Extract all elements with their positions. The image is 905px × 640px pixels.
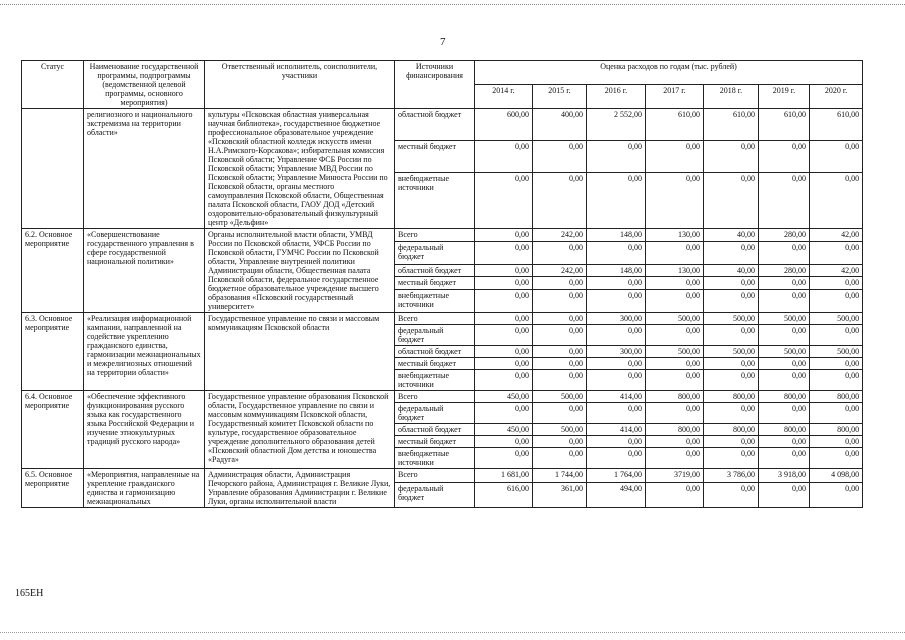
value-cell: 800,00 <box>759 391 810 403</box>
value-cell: 0,00 <box>475 264 533 277</box>
source-cell: Всего <box>395 391 475 403</box>
value-cell: 0,00 <box>475 290 533 313</box>
value-cell: 148,00 <box>587 229 646 242</box>
value-cell: 800,00 <box>810 424 863 436</box>
header-estimate: Оценка расходов по годам (тыс. рублей) <box>475 61 863 85</box>
table-row <box>22 391 863 403</box>
value-cell: 500,00 <box>759 313 810 325</box>
source-cell: местный бюджет <box>395 436 475 448</box>
value-cell: 0,00 <box>533 436 587 448</box>
value-cell: 610,00 <box>704 109 759 141</box>
header-source: Источники финансирования <box>395 61 475 109</box>
source-cell: областной бюджет <box>395 109 475 141</box>
value-cell: 800,00 <box>810 391 863 403</box>
table-row <box>22 229 863 242</box>
header-year: 2020 г. <box>810 85 863 109</box>
value-cell: 0,00 <box>704 173 759 229</box>
value-cell: 0,00 <box>587 358 646 370</box>
name-cell: «Обеспечение эффективного функционирования русского языка как государственного языка Российской Федерации и изучение этнокультурных традиций русского народа» <box>84 391 205 469</box>
value-cell: 0,00 <box>533 370 587 391</box>
value-cell: 450,00 <box>475 424 533 436</box>
executor-cell: культуры «Псковская областная универсальная научная библиотека», государственное бюджетное профессиональное образовательное учреждение «Псковский областной колледж искусств имени Н.А.Римского-Корсакова»; избирательная комиссия Псковской области; Управление ФСБ России по Псковской области; Управление МВД России по Псковской области; Управление Минюста России по Псковской области, органы местного самоуправления Псковской области, Общественная палата Псковской области, ГАОУ ДОД «Детский оздоровительно-образовательный физкультурный центр «Дельфин» <box>205 109 395 229</box>
value-cell: 0,00 <box>475 448 533 469</box>
executor-cell: Органы исполнительной власти области, УМВД России по Псковской области, УФСБ России по Псковской области, ГУМЧС России по Псковской области, Управление внутренней политики Администрации области, Общественная палата Псковской области, федеральное государственное бюджетное образовательное учреждение высшего образования «Псковский государственный университет» <box>205 229 395 313</box>
value-cell: 242,00 <box>533 229 587 242</box>
value-cell: 4 098,00 <box>810 469 863 483</box>
source-cell: федеральный бюджет <box>395 403 475 424</box>
value-cell: 0,00 <box>533 313 587 325</box>
value-cell: 0,00 <box>475 277 533 290</box>
header-year: 2019 г. <box>759 85 810 109</box>
value-cell: 0,00 <box>475 358 533 370</box>
value-cell: 0,00 <box>587 370 646 391</box>
source-cell: Всего <box>395 229 475 242</box>
header-year: 2018 г. <box>704 85 759 109</box>
value-cell: 0,00 <box>759 436 810 448</box>
value-cell: 0,00 <box>704 277 759 290</box>
value-cell: 0,00 <box>704 141 759 173</box>
value-cell: 0,00 <box>646 241 704 264</box>
value-cell: 0,00 <box>475 346 533 358</box>
value-cell: 0,00 <box>704 403 759 424</box>
top-edge-line <box>0 4 905 5</box>
value-cell: 280,00 <box>759 264 810 277</box>
value-cell: 0,00 <box>810 277 863 290</box>
value-cell: 0,00 <box>704 483 759 508</box>
table-row <box>22 313 863 325</box>
source-cell: областной бюджет <box>395 424 475 436</box>
value-cell: 0,00 <box>646 277 704 290</box>
value-cell: 500,00 <box>646 346 704 358</box>
value-cell: 0,00 <box>475 229 533 242</box>
value-cell: 0,00 <box>646 370 704 391</box>
source-cell: внебюджетные источники <box>395 370 475 391</box>
value-cell: 414,00 <box>587 424 646 436</box>
value-cell: 600,00 <box>475 109 533 141</box>
bottom-edge-line <box>0 632 905 633</box>
value-cell: 0,00 <box>475 325 533 346</box>
source-cell: внебюджетные источники <box>395 448 475 469</box>
status-cell: 6.4. Основное мероприятие <box>22 391 84 469</box>
value-cell: 40,00 <box>704 229 759 242</box>
value-cell: 0,00 <box>759 483 810 508</box>
value-cell: 0,00 <box>810 241 863 264</box>
name-cell: «Совершенствование государственного управления в сфере государственной национальной политики» <box>84 229 205 313</box>
value-cell: 0,00 <box>475 241 533 264</box>
value-cell: 0,00 <box>646 290 704 313</box>
footer-code: 165ЕН <box>15 588 44 599</box>
value-cell: 450,00 <box>475 391 533 403</box>
table-row <box>22 469 863 483</box>
value-cell: 0,00 <box>533 325 587 346</box>
value-cell: 500,00 <box>704 313 759 325</box>
value-cell: 0,00 <box>759 277 810 290</box>
value-cell: 0,00 <box>646 173 704 229</box>
value-cell: 3719,00 <box>646 469 704 483</box>
header-year: 2016 г. <box>587 85 646 109</box>
value-cell: 0,00 <box>759 325 810 346</box>
status-cell: 6.2. Основное мероприятие <box>22 229 84 313</box>
header-year: 2015 г. <box>533 85 587 109</box>
value-cell: 0,00 <box>704 325 759 346</box>
value-cell: 494,00 <box>587 483 646 508</box>
source-cell: областной бюджет <box>395 264 475 277</box>
status-cell: 6.3. Основное мероприятие <box>22 313 84 391</box>
value-cell: 300,00 <box>587 313 646 325</box>
value-cell: 130,00 <box>646 229 704 242</box>
value-cell: 800,00 <box>646 391 704 403</box>
value-cell: 800,00 <box>759 424 810 436</box>
value-cell: 616,00 <box>475 483 533 508</box>
value-cell: 42,00 <box>810 229 863 242</box>
value-cell: 0,00 <box>646 358 704 370</box>
value-cell: 0,00 <box>704 241 759 264</box>
value-cell: 800,00 <box>646 424 704 436</box>
value-cell: 0,00 <box>704 436 759 448</box>
value-cell: 361,00 <box>533 483 587 508</box>
source-cell: местный бюджет <box>395 358 475 370</box>
value-cell: 1 764,00 <box>587 469 646 483</box>
value-cell: 610,00 <box>646 109 704 141</box>
value-cell: 42,00 <box>810 264 863 277</box>
value-cell: 500,00 <box>533 391 587 403</box>
value-cell: 0,00 <box>759 448 810 469</box>
value-cell: 0,00 <box>810 325 863 346</box>
value-cell: 0,00 <box>646 141 704 173</box>
value-cell: 0,00 <box>587 403 646 424</box>
value-cell: 414,00 <box>587 391 646 403</box>
value-cell: 400,00 <box>533 109 587 141</box>
header-executor: Ответственный исполнитель, соисполнители, участники <box>205 61 395 109</box>
status-cell <box>22 109 84 229</box>
value-cell: 0,00 <box>759 141 810 173</box>
value-cell: 0,00 <box>533 173 587 229</box>
value-cell: 0,00 <box>759 358 810 370</box>
value-cell: 0,00 <box>810 358 863 370</box>
value-cell: 0,00 <box>587 325 646 346</box>
value-cell: 500,00 <box>704 346 759 358</box>
value-cell: 610,00 <box>759 109 810 141</box>
value-cell: 0,00 <box>810 403 863 424</box>
value-cell: 0,00 <box>810 436 863 448</box>
value-cell: 0,00 <box>587 141 646 173</box>
value-cell: 300,00 <box>587 346 646 358</box>
value-cell: 0,00 <box>646 436 704 448</box>
value-cell: 0,00 <box>704 290 759 313</box>
source-cell: внебюджетные источники <box>395 290 475 313</box>
value-cell: 0,00 <box>646 403 704 424</box>
executor-cell: Государственное управление по связи и массовым коммуникациям Псковской области <box>205 313 395 391</box>
value-cell: 0,00 <box>587 277 646 290</box>
value-cell: 0,00 <box>475 370 533 391</box>
value-cell: 1 744,00 <box>533 469 587 483</box>
name-cell: религиозного и национального экстремизма на территории области» <box>84 109 205 229</box>
value-cell: 3 918,00 <box>759 469 810 483</box>
value-cell: 40,00 <box>704 264 759 277</box>
value-cell: 0,00 <box>533 241 587 264</box>
value-cell: 0,00 <box>475 313 533 325</box>
value-cell: 0,00 <box>587 290 646 313</box>
name-cell: «Мероприятия, направленные на укрепление гражданского единства и гармонизацию межнациональных <box>84 469 205 508</box>
value-cell: 0,00 <box>646 483 704 508</box>
page-number: 7 <box>440 36 446 48</box>
source-cell: федеральный бюджет <box>395 325 475 346</box>
source-cell: внебюджетные источники <box>395 173 475 229</box>
value-cell: 0,00 <box>810 173 863 229</box>
value-cell: 0,00 <box>587 448 646 469</box>
table-row <box>22 109 863 141</box>
executor-cell: Администрация области, Администрация Печорского района, Администрация г. Великие Луки, Управление образования Администрации г. Великие Луки, органы исполнительной власти <box>205 469 395 508</box>
header-year: 2014 г. <box>475 85 533 109</box>
source-cell: областной бюджет <box>395 346 475 358</box>
header-year: 2017 г. <box>646 85 704 109</box>
executor-cell: Государственное управление образования Псковской области, Государственное управление по связи и массовым коммуникациям Псковской области, Государственный комитет Псковской области по культуре, государственное образовательное учреждение дополнительного образования детей «Псковский областной Дом детства и юношества «Радуга» <box>205 391 395 469</box>
status-cell: 6.5. Основное мероприятие <box>22 469 84 508</box>
value-cell: 0,00 <box>704 448 759 469</box>
value-cell: 0,00 <box>704 370 759 391</box>
value-cell: 0,00 <box>587 436 646 448</box>
value-cell: 0,00 <box>533 403 587 424</box>
value-cell: 800,00 <box>704 391 759 403</box>
header-name: Наименование государственной программы, подпрограммы (ведомственной целевой программы, основного мероприятия) <box>84 61 205 109</box>
value-cell: 0,00 <box>810 290 863 313</box>
value-cell: 280,00 <box>759 229 810 242</box>
value-cell: 0,00 <box>475 141 533 173</box>
value-cell: 0,00 <box>475 436 533 448</box>
source-cell: Всего <box>395 469 475 483</box>
value-cell: 0,00 <box>646 325 704 346</box>
value-cell: 3 786,00 <box>704 469 759 483</box>
value-cell: 0,00 <box>587 173 646 229</box>
source-cell: местный бюджет <box>395 277 475 290</box>
source-cell: федеральный бюджет <box>395 483 475 508</box>
value-cell: 500,00 <box>810 313 863 325</box>
value-cell: 242,00 <box>533 264 587 277</box>
value-cell: 0,00 <box>475 173 533 229</box>
value-cell: 0,00 <box>810 448 863 469</box>
value-cell: 0,00 <box>533 346 587 358</box>
value-cell: 500,00 <box>533 424 587 436</box>
value-cell: 0,00 <box>810 370 863 391</box>
value-cell: 0,00 <box>587 241 646 264</box>
value-cell: 1 681,00 <box>475 469 533 483</box>
name-cell: «Реализация информационной кампании, направленной на содействие укреплению гражданского единства, гармонизации межнациональных и межрелигиозных отношений на территории области» <box>84 313 205 391</box>
value-cell: 130,00 <box>646 264 704 277</box>
value-cell: 0,00 <box>475 403 533 424</box>
value-cell: 0,00 <box>810 483 863 508</box>
value-cell: 610,00 <box>810 109 863 141</box>
source-cell: Всего <box>395 313 475 325</box>
value-cell: 0,00 <box>533 290 587 313</box>
value-cell: 0,00 <box>759 173 810 229</box>
value-cell: 500,00 <box>759 346 810 358</box>
value-cell: 0,00 <box>759 370 810 391</box>
value-cell: 0,00 <box>810 141 863 173</box>
value-cell: 0,00 <box>533 277 587 290</box>
value-cell: 0,00 <box>533 358 587 370</box>
value-cell: 2 552,00 <box>587 109 646 141</box>
value-cell: 0,00 <box>759 403 810 424</box>
value-cell: 0,00 <box>759 241 810 264</box>
header-status: Статус <box>22 61 84 109</box>
value-cell: 0,00 <box>533 448 587 469</box>
value-cell: 0,00 <box>646 448 704 469</box>
value-cell: 148,00 <box>587 264 646 277</box>
value-cell: 500,00 <box>646 313 704 325</box>
value-cell: 0,00 <box>533 141 587 173</box>
value-cell: 800,00 <box>704 424 759 436</box>
source-cell: федеральный бюджет <box>395 241 475 264</box>
value-cell: 0,00 <box>759 290 810 313</box>
expenses-table <box>21 60 863 508</box>
source-cell: местный бюджет <box>395 141 475 173</box>
value-cell: 500,00 <box>810 346 863 358</box>
value-cell: 0,00 <box>704 358 759 370</box>
